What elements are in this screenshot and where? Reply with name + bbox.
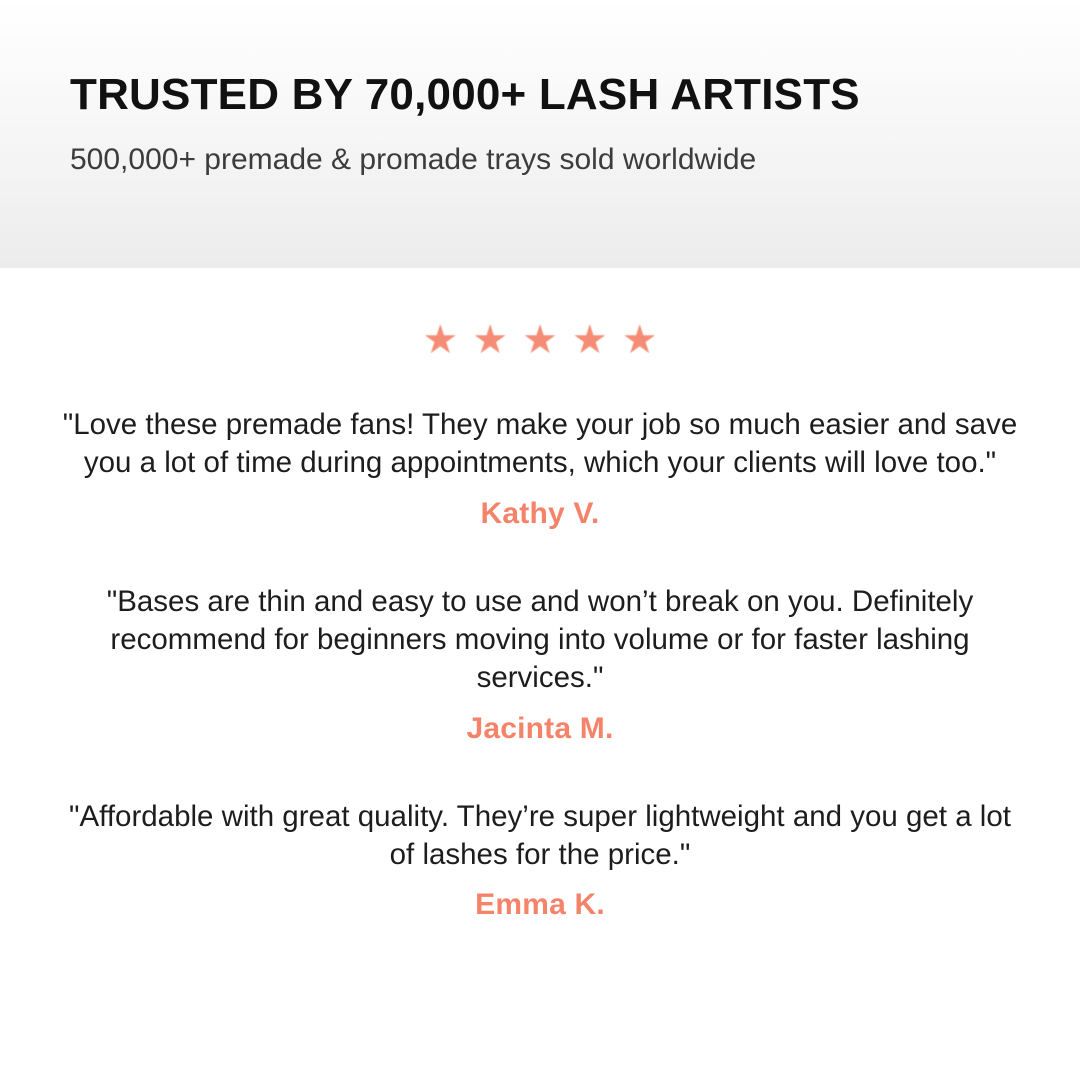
review-item: [38, 406, 1042, 531]
star-rating: [38, 268, 1042, 370]
review-author: Kathy V.: [480, 496, 600, 530]
review-author: Jacinta M.: [466, 711, 614, 745]
star-icon: ★: [571, 318, 608, 362]
star-icon: ★: [422, 318, 459, 362]
star-icon: ★: [522, 318, 558, 362]
page-subtitle: 500,000+ premade & promade trays sold worldwide: [70, 143, 757, 177]
page-title: TRUSTED BY 70,000+ LASH ARTISTS: [70, 70, 860, 119]
review-item: [38, 798, 1042, 923]
review-text: "Bases are thin and easy to use and won’t break on you. Definitely recommend for beginners moving into volume or for faster lashing services.": [106, 584, 974, 695]
review-author: Emma K.: [475, 888, 605, 922]
review-text: "Love these premade fans! They make your job so much easier and save you a lot of time during appointments, which your clients will love too.": [62, 408, 1018, 480]
star-icon: ★: [472, 318, 509, 362]
header-band: [0, 0, 1080, 268]
testimonials-section: [0, 268, 1080, 1080]
review-list: [38, 406, 1042, 922]
review-item: [38, 583, 1042, 746]
review-text: "Affordable with great quality. They’re super lightweight and you get a lot of lashes for the price.": [69, 799, 1011, 872]
star-icon: ★: [621, 318, 658, 362]
